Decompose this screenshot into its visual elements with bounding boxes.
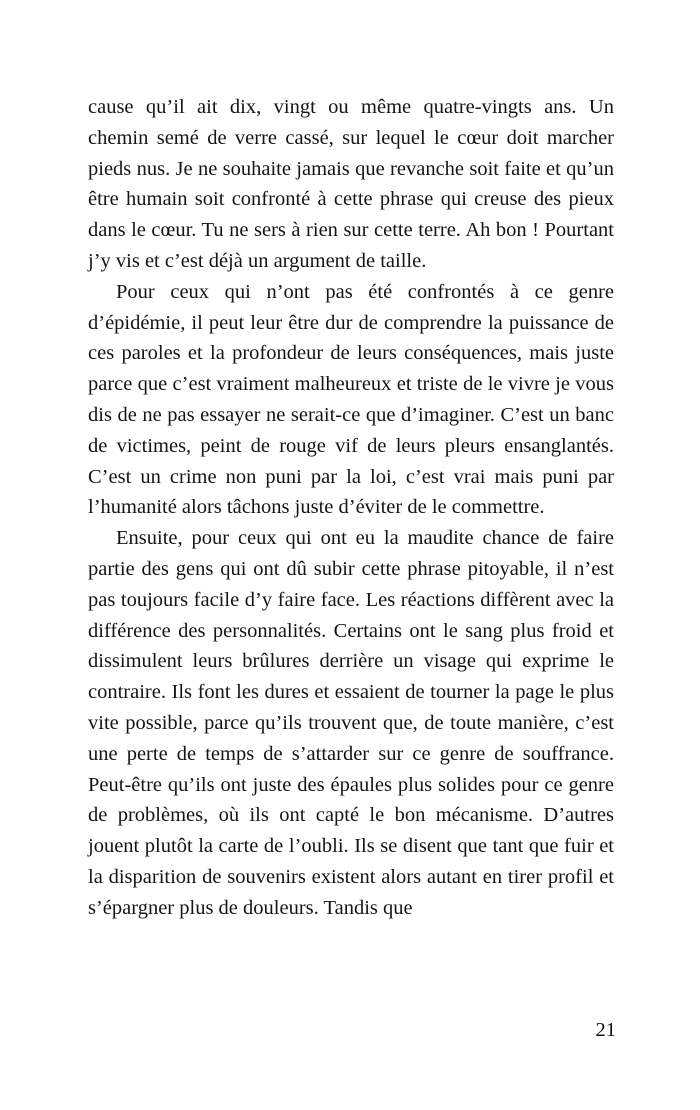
paragraph-1: cause qu’il ait dix, vingt ou même quatre-vingts ans. Un chemin semé de verre cassé, sur lequel le cœur doit marcher pieds nus. Je ne souhaite jamais que revanche soit faite et qu’un être humain soit confronté à cette phrase qui creuse des pieux dans le cœur. Tu ne sers à rien sur cette terre. Ah bon ! Pourtant j’y vis et c’est déjà un argument de taille.: [88, 96, 614, 272]
paragraph-2: Pour ceux qui n’ont pas été confrontés à ce genre d’épidémie, il peut leur être dur de comprendre la puissance de ces paroles et la profondeur de leurs conséquences, mais juste parce que c’est vraiment malheureux et triste de le vivre je vous dis de ne pas essayer ne serait-ce que d’imaginer. C’est un banc de victimes, peint de rouge vif de leurs pleurs ensanglantés. C’est un crime non puni par la loi, c’est vrai mais puni par l’humanité alors tâchons juste d’éviter de le commettre.: [88, 280, 614, 519]
paragraph-3: Ensuite, pour ceux qui ont eu la maudite chance de faire partie des gens qui ont dû subir cette phrase pitoyable, il n’est pas toujours facile d’y faire face. Les réactions diffèrent avec la différence des personnalités. Certains ont le sang plus froid et dissimulent leurs brûlures derrière un visage qui exprime le contraire. Ils font les dures et essaient de tourner la page le plus vite possible, parce qu’ils trouvent que, de toute manière, c’est une perte de temps de s’attarder sur ce genre de souffrance. Peut-être qu’ils ont juste des épaules plus solides pour ce genre de problèmes, où ils ont capté le bon mécanisme. D’autres jouent plutôt la carte de l’oubli. Ils se disent que tant que fuir et la disparition de souvenirs existent alors autant en tirer profil et s’épargner plus de douleurs. Tandis que: [88, 527, 614, 919]
page-number: 21: [595, 1019, 616, 1041]
page-body: [88, 92, 614, 924]
